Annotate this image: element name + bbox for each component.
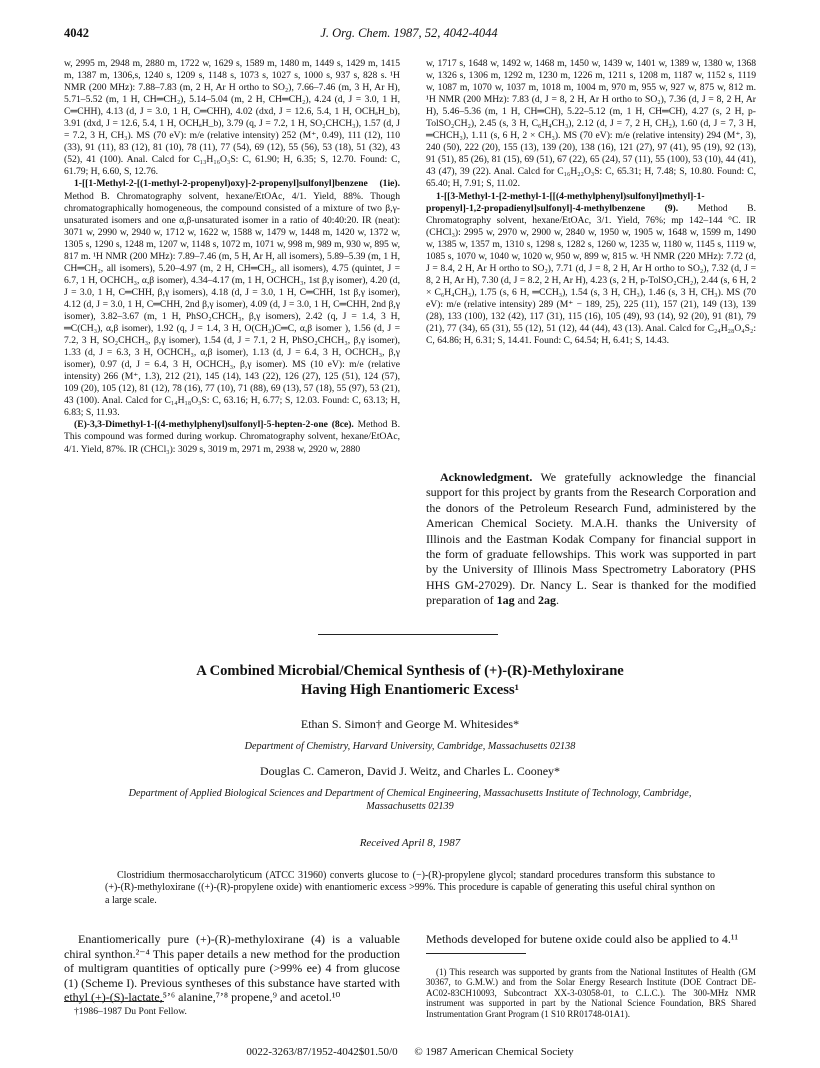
affiliation-1: Department of Chemistry, Harvard University, Cambridge, Massachusetts 02138 <box>244 741 576 752</box>
section-divider <box>318 634 498 635</box>
compound-name: 1-[[1-Methyl-2-[(1-methyl-2-propenyl)oxy]-2-propenyl]sulfonyl]benzene (1ie). <box>74 178 400 190</box>
compound-ref: 1ag <box>496 593 515 608</box>
experimental-paragraph <box>64 419 400 455</box>
experimental-paragraph <box>426 191 756 348</box>
compound-name: 1-[[3-Methyl-1-[2-methyl-1-[[(4-methylphenyl)sulfonyl]methyl]-1-propenyl]-1,2-propadienyl]sulfonyl]-4-methylbenzene (9). <box>426 190 705 214</box>
article-code: 0022-3263/87/1952-4042$01.50/0 <box>246 1046 398 1058</box>
journal-name: J. Org. Chem. <box>320 26 391 40</box>
received-date: Received April 8, 1987 <box>359 837 461 849</box>
title-line: Having High Enantiomeric Excess¹ <box>300 682 519 698</box>
abstract: Clostridium thermosaccharolyticum (ATCC 31960) converts glucose to (−)-(R)-propylene glycol; standard procedures transform this substance to (+)-(R)-methyloxirane ((+)-(R)-propylene oxide) with enantiomeric excess >99%. This procedure is capable of generating this useful chiral synthon on a large scale. <box>105 870 715 906</box>
journal-citation <box>64 26 754 41</box>
acknowledgment-text: We gratefully acknowledge the financial support for this project by grants from the Research Corporation and the donors of the Petroleum Research Fund, administered by the American Chemical Society. M.A.H. thanks the University of Illinois and the Eastman Kodak Company for financial support in the form of graduate fellowships. This work was supported in part by the University of Illinois Mass Spectrometry Laboratory (PHS HHS GM-27029). Dr. Nancy L. Sear is thanked for the modified preparation of <box>426 470 756 608</box>
compound-ref: 2ag <box>537 593 556 608</box>
authors-group-2: Douglas C. Cameron, David J. Weitz, and Charles L. Cooney* <box>259 764 561 778</box>
affiliation-2: Department of Applied Biological Sciences and Department of Chemical Engineering, Massachusetts Institute of Technology, Cambridge, Massachusetts 02139 <box>128 788 692 812</box>
compound-name: (E)-3,3-Dimethyl-1-[(4-methylphenyl)sulfonyl]-5-hepten-2-one (8ce). <box>74 419 354 431</box>
page-number: 4042 <box>64 26 89 40</box>
running-header <box>64 26 754 44</box>
experimental-paragraph <box>64 178 400 419</box>
right-column <box>426 58 756 347</box>
compound-data: Method B. This compound was formed during workup. Chromatography solvent, hexane/EtOAc, 4/1. Yield, 87%. IR (CHCl₃): 3029 s, 3019 m, 2971 m, 2938 w, 2920 w, 2880 <box>64 419 400 455</box>
body-paragraph: Enantiomerically pure (+)-(R)-methyloxirane (4) is a valuable chiral synthon.²⁻⁴ This paper details a new method for the production of multigram quantities of optically pure (>99% ee) 4 from glucose (1) (Scheme I). Previous syntheses of this substance have started with ethyl (+)-(S)-lactate,⁵ʼ⁶ alanine,⁷ʼ⁸ propene,⁹ and acetol.¹⁰ <box>64 932 400 1005</box>
experimental-paragraph: w, 2995 m, 2948 m, 2880 m, 1722 w, 1629 s, 1589 m, 1480 m, 1449 s, 1429 m, 1415 m, 1387 m, 1306,s, 1240 s, 1209 s, 1148 s, 1073 s, 1027 s, 1000 s, 937 s, 828 s. ¹H NMR (200 MHz): 7.88–7.83 (m, 2 H, Ar H ortho to SO₂), 7.66–7.46 (m, 3 H, Ar H), 5.71–5.52 (m, 1 H, CH═CH₂), 5.14–5.04 (m, 2 H, CH═CH₂), 4.24 (d, J = 3.0, 1 H, C═CHH), 4.13 (d, J = 3.0, 1 H, C═CHH), 4.02 (dxd, J = 12.6, 5.4, 1 H, OCHₐH_b), 3.91 (dxd, J = 12.6, 5.4, 1 H, OCHₐH_b), 3.79 (q, J = 7.2, 1 H, SO₂CHCH₃), 1.57 (d, J = 7.2, 3 H, CH₃). MS (70 eV): m/e (relative intensity) 252 (M⁺, 0.49), 111 (12), 110 (33), 91 (11), 83 (12), 81 (10), 78 (11), 77 (54), 69 (12), 55 (56), 53 (18), 51 (32), 43 (52), 41 (100). Anal. Calcd for C₁₃H₁₆O₃S: C, 61.90; H, 6.35; S, 12.70. Found: C, 61.79; H, 6.60, S, 12.76. <box>64 58 400 178</box>
journal-page-range: 4042-4044 <box>443 26 498 40</box>
article-title <box>60 662 760 700</box>
copyright: © 1987 American Chemical Society <box>414 1046 574 1058</box>
author-footnote: †1986–1987 Du Pont Fellow. <box>74 1006 187 1017</box>
page-footer <box>64 1046 756 1058</box>
compound-data: Method B. Chromatography solvent, hexane/EtOAc, 4/1. Yield, 88%. Though chromatographically homogeneous, the compound consisted of a mixture of two β,γ-unsaturated isomers and one α,β-unsaturated isomer in a ratio of 40:40:20. IR (neat): 3071 w, 2990 w, 2940 w, 1712 w, 1622 w, 1588 w, 1479 w, 1448 m, 1420 w, 1372 w, 1305 s, 1290 s, 1248 m, 1207 w, 1148 s, 1072 m, 1071 w, 998 m, 989 m, 930 w, 895 w, 817 m. ¹H NMR (200 MHz): 7.89–7.46 (m, 5 H, Ar H, all isomers), 5.89–5.39 (m, 1 H, CH═CH₂, all isomers), 5.20–4.97 (m, 2 H, CH═CH₂, all isomers), 4.75 (quintet, J = 6.7, 1 H, OCHCH₃, α,β isomer), 4.34–4.17 (m, 1 H, OCHCH₃, 1st β,γ isomer), 4.20 (d, J = 3.0, 1 H, C═CHH, β,γ isomers), 4.18 (d, J = 3.0, 1 H, C═CHH, 1st β,γ isomer), 4.12 (d, J = 3.0, 1 H, C═CHH, 2nd β,γ isomer), 4.09 (d, J = 3.0, 1 H, C═CHH, 2nd β,γ isomer), 3.82–3.67 (m, 1 H, PhSO₂CHCH₃, β,γ isomers), 2.42 (q, J = 1.4, 3 H, ═C(CH₃), α,β isomer), 1.92 (q, J = 1.4, 3 H, O(CH₃)C═C, α,β isomer ), 1.56 (d, J = 7.2, 3 H, SO₂CHCH₃, β,γ isomer), 1.54 (d, J = 7.1, 2 H, PhSO₂CHCH₃, β,γ isomer), 1.33 (d, J = 6.3, 3 H, OCHCH₃, α,β isomer), 1.13 (d, J = 6.4, 3 H, OCHCH₃, β,γ isomer), 0.97 (d, J = 6.4, 3 H, OCHCH₃, β,γ isomer). MS (10 eV): m/e (relative intensity) 266 (M⁺, 1.3), 212 (21), 145 (14), 143 (22), 126 (27), 125 (51), 124 (57), 109 (20), 105 (12), 81 (12), 78 (16), 77 (10), 71 (88), 69 (13), 57 (18), 55 (97), 53 (21), 43 (100). Anal. Calcd for C₁₄H₁₈O₃S: C, 63.16; H, 6.77; S, 12.03. Found: C, 63.13; H, 6.83; S, 11.93. <box>64 190 400 419</box>
journal-year-volume: 1987, 52, <box>393 26 441 40</box>
footnote: (1) This research was supported by grants from the National Institutes of Health (GM 30367, to G.M.W.) and from the Solar Energy Research Institute (DOE Contract DE-AC02-83CH10093, Subcontract XX-3-03058-01, to C.L.C.). The 300-MHz NMR instrument was supported in part by the National Science Foundation, BRS Shared Instrumentation Grant Program (1 S10 RR01748-01A1). <box>426 967 756 1019</box>
acknowledgment-heading: Acknowledgment. <box>440 470 533 484</box>
title-line: A Combined Microbial/Chemical Synthesis of (+)-(R)-Methyloxirane <box>196 663 624 679</box>
compound-data: Method B. Chromatography solvent, hexane/EtOAc, 3/1. Yield, 76%; mp 142–144 °C. IR (CHCl₃): 2995 w, 2970 w, 2900 w, 2840 w, 1950 w, 1905 w, 1648 w, 1599 m, 1490 w, 1385 w, 1357 m, 1310 s, 1298 s, 1282 s, 1260 w, 1235 w, 1180 w, 1145 s, 1119 w, 1085 s, 1070 w, 1040 w, 1020 w, 950 w, 899 w, 815 w. ¹H NMR (220 MHz): 7.72 (d, J = 8.4, 2 H, Ar H ortho to SO₂), 7.71 (d, J = 8, 2 H, Ar H ortho to SO₂), 7.32 (d, J = 8, 2 H, Ar H), 7.30 (d, J = 8.2, 2 H, Ar H), 4.23 (s, 2 H, p-TolSO₂CH₂), 2.44 (s, 6 H, 2 × C₆H₄CH₃), 1.75 (s, 6 H, ═CCH₃), 1.54 (s, 3 H, CH₃), 1.46 (s, 3 H, CH₃). MS (70 eV): m/e (relative intensity) 289 (M⁺ − 189, 25), 225 (11), 157 (21), 149 (13), 139 (28), 133 (100), 132 (42), 117 (31), 115 (16), 105 (49), 93 (14), 92 (20), 91 (81), 79 (21), 77 (34), 65 (31), 55 (12), 51 (12), 44 (44), 43 (13). Anal. Calcd for C₂₄H₂₈O₄S₂: C, 64.86; H, 6.31; S, 14.41. Found: C, 64.54; H, 6.41; S, 14.43. <box>426 202 756 347</box>
experimental-paragraph: w, 1717 s, 1648 w, 1492 w, 1468 m, 1450 w, 1439 w, 1401 w, 1389 w, 1380 w, 1368 w, 1326 s, 1306 m, 1292 m, 1230 m, 1226 m, 1211 s, 1208 m, 1187 w, 1152 s, 1119 w, 1087 m, 1070 w, 1037 m, 1018 m, 1004 m, 970 m, 955 w, 927 w, 875 w, 812 m. ¹H NMR (200 MHz): 7.83 (d, J = 8, 2 H, Ar H ortho to SO₂), 7.36 (d, J = 8, 2 H, Ar H), 5.46–5.36 (m, 1 H, CH═CH), 5.22–5.12 (m, 1 H, CH═CH), 4.27 (s, 2 H, p-TolSO₂CH₂), 2.45 (s, 3 H, C₆H₄CH₃), 2.12 (d, J = 7, 2 H, CH₂), 1.60 (d, J = 7, 3 H, ═CHCH₃), 1.11 (s, 6 H, 2 × CH₃). MS (70 eV): m/e (relative intensity) 294 (M⁺, 3), 240 (50), 222 (20), 155 (13), 139 (20), 138 (16), 121 (27), 97 (41), 95 (19), 92 (13), 91 (51), 85 (26), 81 (15), 69 (51), 67 (22), 65 (24), 57 (11), 55 (100), 53 (10), 44 (41), 43 (47), 39 (22). Anal. Calcd for C₁₆H₂₂O₃S: C, 65.31; H, 7.48; S, 10.80. Found: C, 65.40; H, 7.91; S, 11.02. <box>426 58 756 190</box>
body-paragraph: Methods developed for butene oxide could also be applied to 4.¹¹ <box>426 932 739 946</box>
acknowledgment-and: and <box>514 593 538 608</box>
left-column <box>64 58 400 456</box>
acknowledgment <box>426 470 756 609</box>
acknowledgment-end: . <box>555 593 559 608</box>
authors-group-1: Ethan S. Simon† and George M. Whitesides* <box>300 717 520 731</box>
footnote-divider <box>64 1001 164 1002</box>
footnote-divider <box>426 953 526 954</box>
